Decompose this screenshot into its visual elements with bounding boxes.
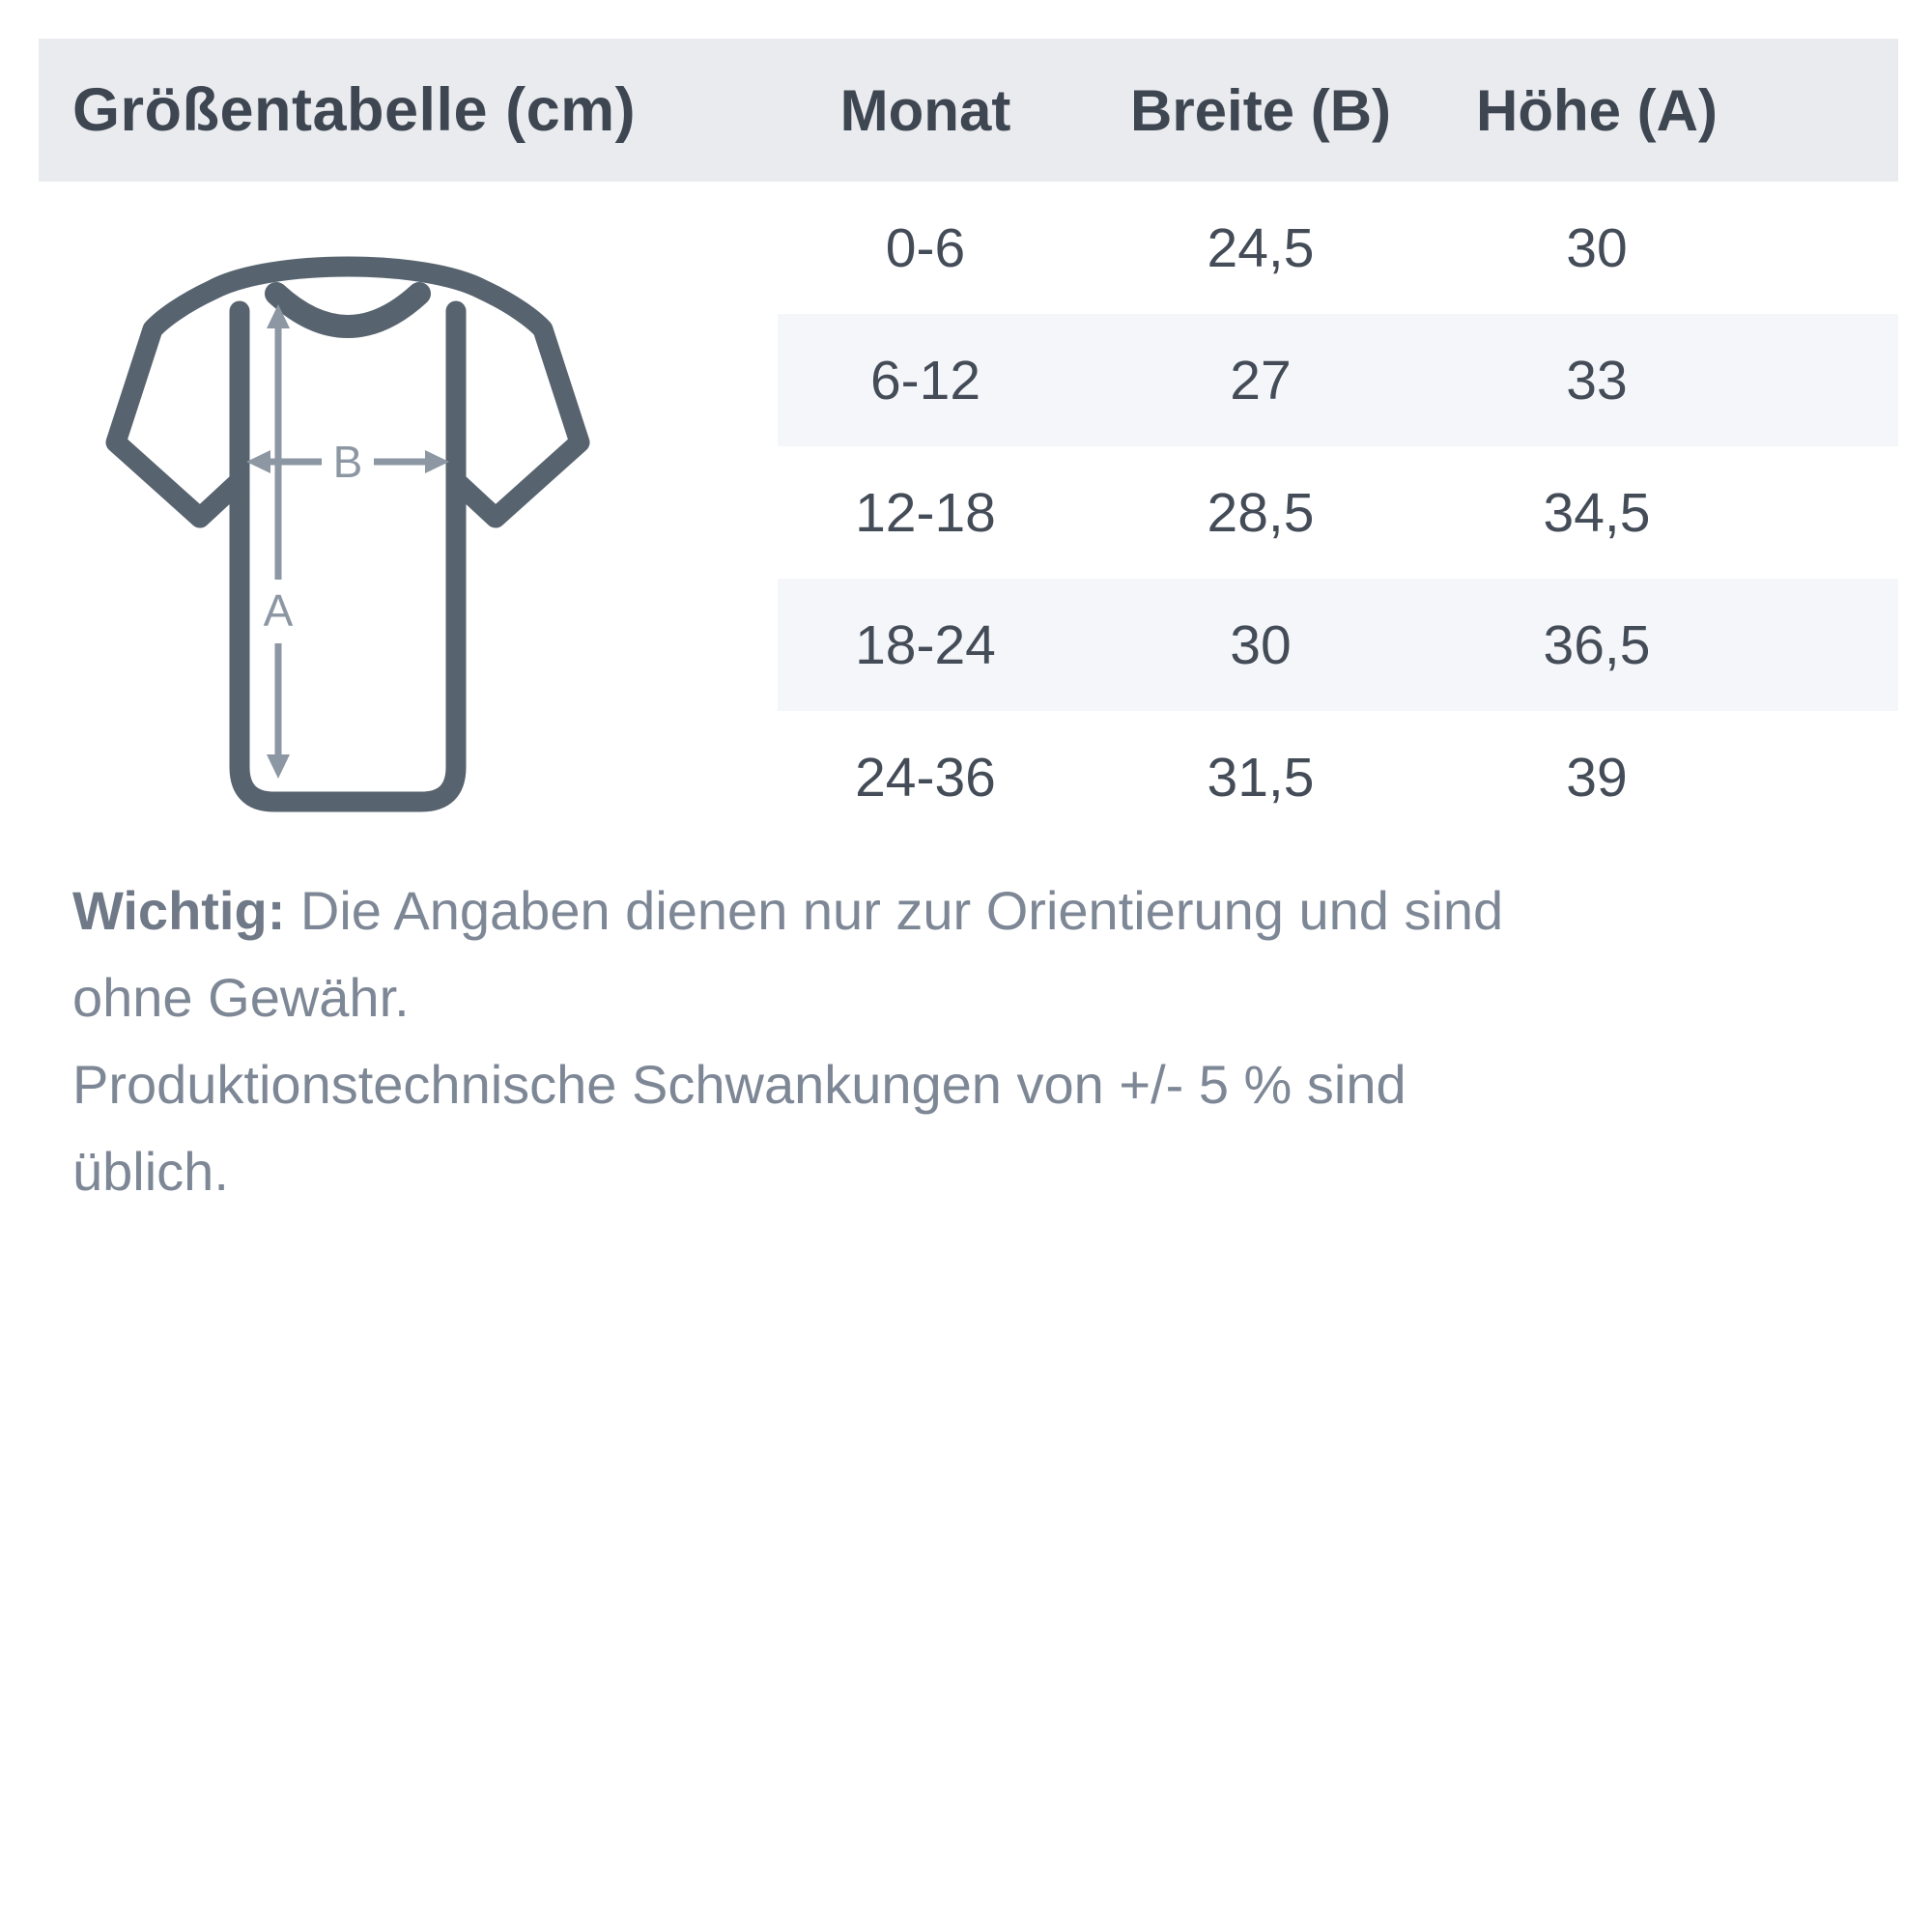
tshirt-measurement-diagram [97, 230, 599, 829]
note-line2: Produktionstechnische Schwankungen von +/- 5 % sind üblich. [72, 1054, 1406, 1202]
height-label: A [263, 585, 294, 636]
cell-monat: 24-36 [855, 746, 996, 809]
cell-monat: 6-12 [869, 349, 981, 412]
cell-breite: 28,5 [1207, 481, 1315, 544]
table-title: Größentabelle (cm) [72, 76, 637, 144]
table-row [778, 711, 1898, 843]
cell-hoehe: 36,5 [1543, 613, 1651, 676]
table-row [778, 446, 1898, 579]
table-row [778, 314, 1898, 446]
table-row [778, 579, 1898, 711]
column-header-breite: Breite (B) [1129, 77, 1392, 143]
note-line1: Die Angaben dienen nur zur Orientierung und sind ohne Gewähr. [72, 880, 1504, 1028]
column-header-monat: Monat [839, 77, 1011, 143]
cell-monat: 0-6 [885, 216, 966, 279]
tshirt-outline [116, 267, 580, 802]
cell-hoehe: 33 [1566, 349, 1628, 412]
table-header-band [39, 39, 1898, 182]
table-row [778, 182, 1898, 314]
disclaimer-note [72, 867, 1521, 1215]
width-label: B [332, 437, 363, 487]
cell-monat: 12-18 [855, 481, 996, 544]
cell-breite: 30 [1230, 613, 1292, 676]
cell-monat: 18-24 [855, 613, 996, 676]
cell-breite: 31,5 [1207, 746, 1315, 809]
cell-breite: 27 [1230, 349, 1292, 412]
cell-hoehe: 30 [1566, 216, 1628, 279]
cell-breite: 24,5 [1207, 216, 1315, 279]
column-header-hoehe: Höhe (A) [1476, 77, 1718, 143]
tshirt-diagram-icon [97, 230, 599, 829]
note-bold-prefix: Wichtig: [72, 880, 286, 941]
cell-hoehe: 34,5 [1543, 481, 1651, 544]
cell-hoehe: 39 [1566, 746, 1628, 809]
